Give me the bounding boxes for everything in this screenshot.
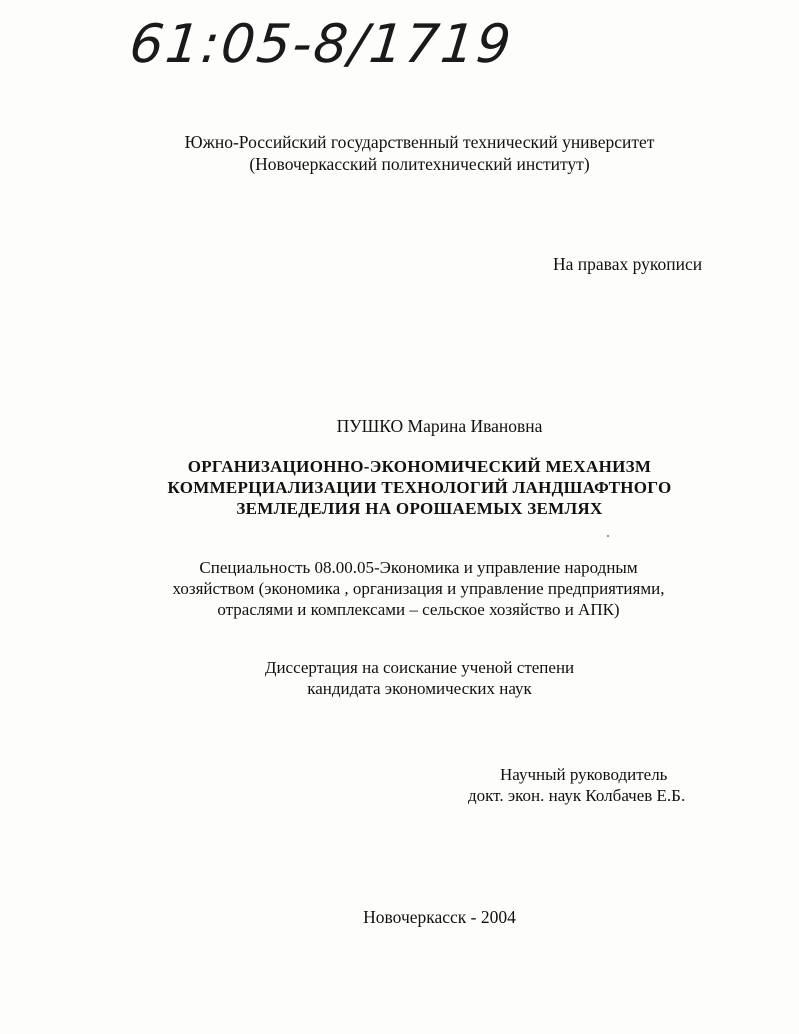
specialty-block — [0, 557, 799, 620]
advisor-role: Научный руководитель — [500, 765, 668, 784]
dissertation-title — [0, 456, 799, 519]
specialty-line-3: отраслями и комплексами – сельское хозяйство и АПК) — [217, 600, 620, 619]
scan-speck — [607, 535, 609, 537]
author-name: ПУШКО Марина Ивановна — [336, 416, 543, 436]
title-line-2: КОММЕРЦИАЛИЗАЦИИ ТЕХНОЛОГИЙ ЛАНДШАФТНОГО — [167, 478, 672, 497]
rights-note: На правах рукописи — [553, 254, 703, 274]
degree-block — [0, 657, 799, 699]
institution-name: Южно-Российский государственный технический университет — [184, 132, 655, 152]
degree-line-1: Диссертация на соискание ученой степени — [264, 658, 575, 677]
handwritten-archive-code: 61:05-8/1719 — [126, 14, 516, 75]
institution-former-name: (Новочеркасский политехнический институт) — [249, 154, 590, 174]
title-line-1: ОРГАНИЗАЦИОННО-ЭКОНОМИЧЕСКИЙ МЕХАНИЗМ — [187, 457, 652, 476]
title-line-3: ЗЕМЛЕДЕЛИЯ НА ОРОШАЕМЫХ ЗЕМЛЯХ — [236, 499, 603, 518]
institution-block — [0, 131, 799, 175]
advisor-block — [468, 764, 685, 806]
specialty-line-2: хозяйством (экономика , организация и управление предприятиями, — [172, 579, 665, 598]
degree-line-2: кандидата экономических наук — [307, 679, 532, 698]
city-year: Новочеркасск - 2004 — [363, 907, 516, 927]
advisor-name: докт. экон. наук Колбачев Е.Б. — [468, 786, 686, 805]
specialty-line-1: Специальность 08.00.05-Экономика и управление народным — [199, 558, 638, 577]
